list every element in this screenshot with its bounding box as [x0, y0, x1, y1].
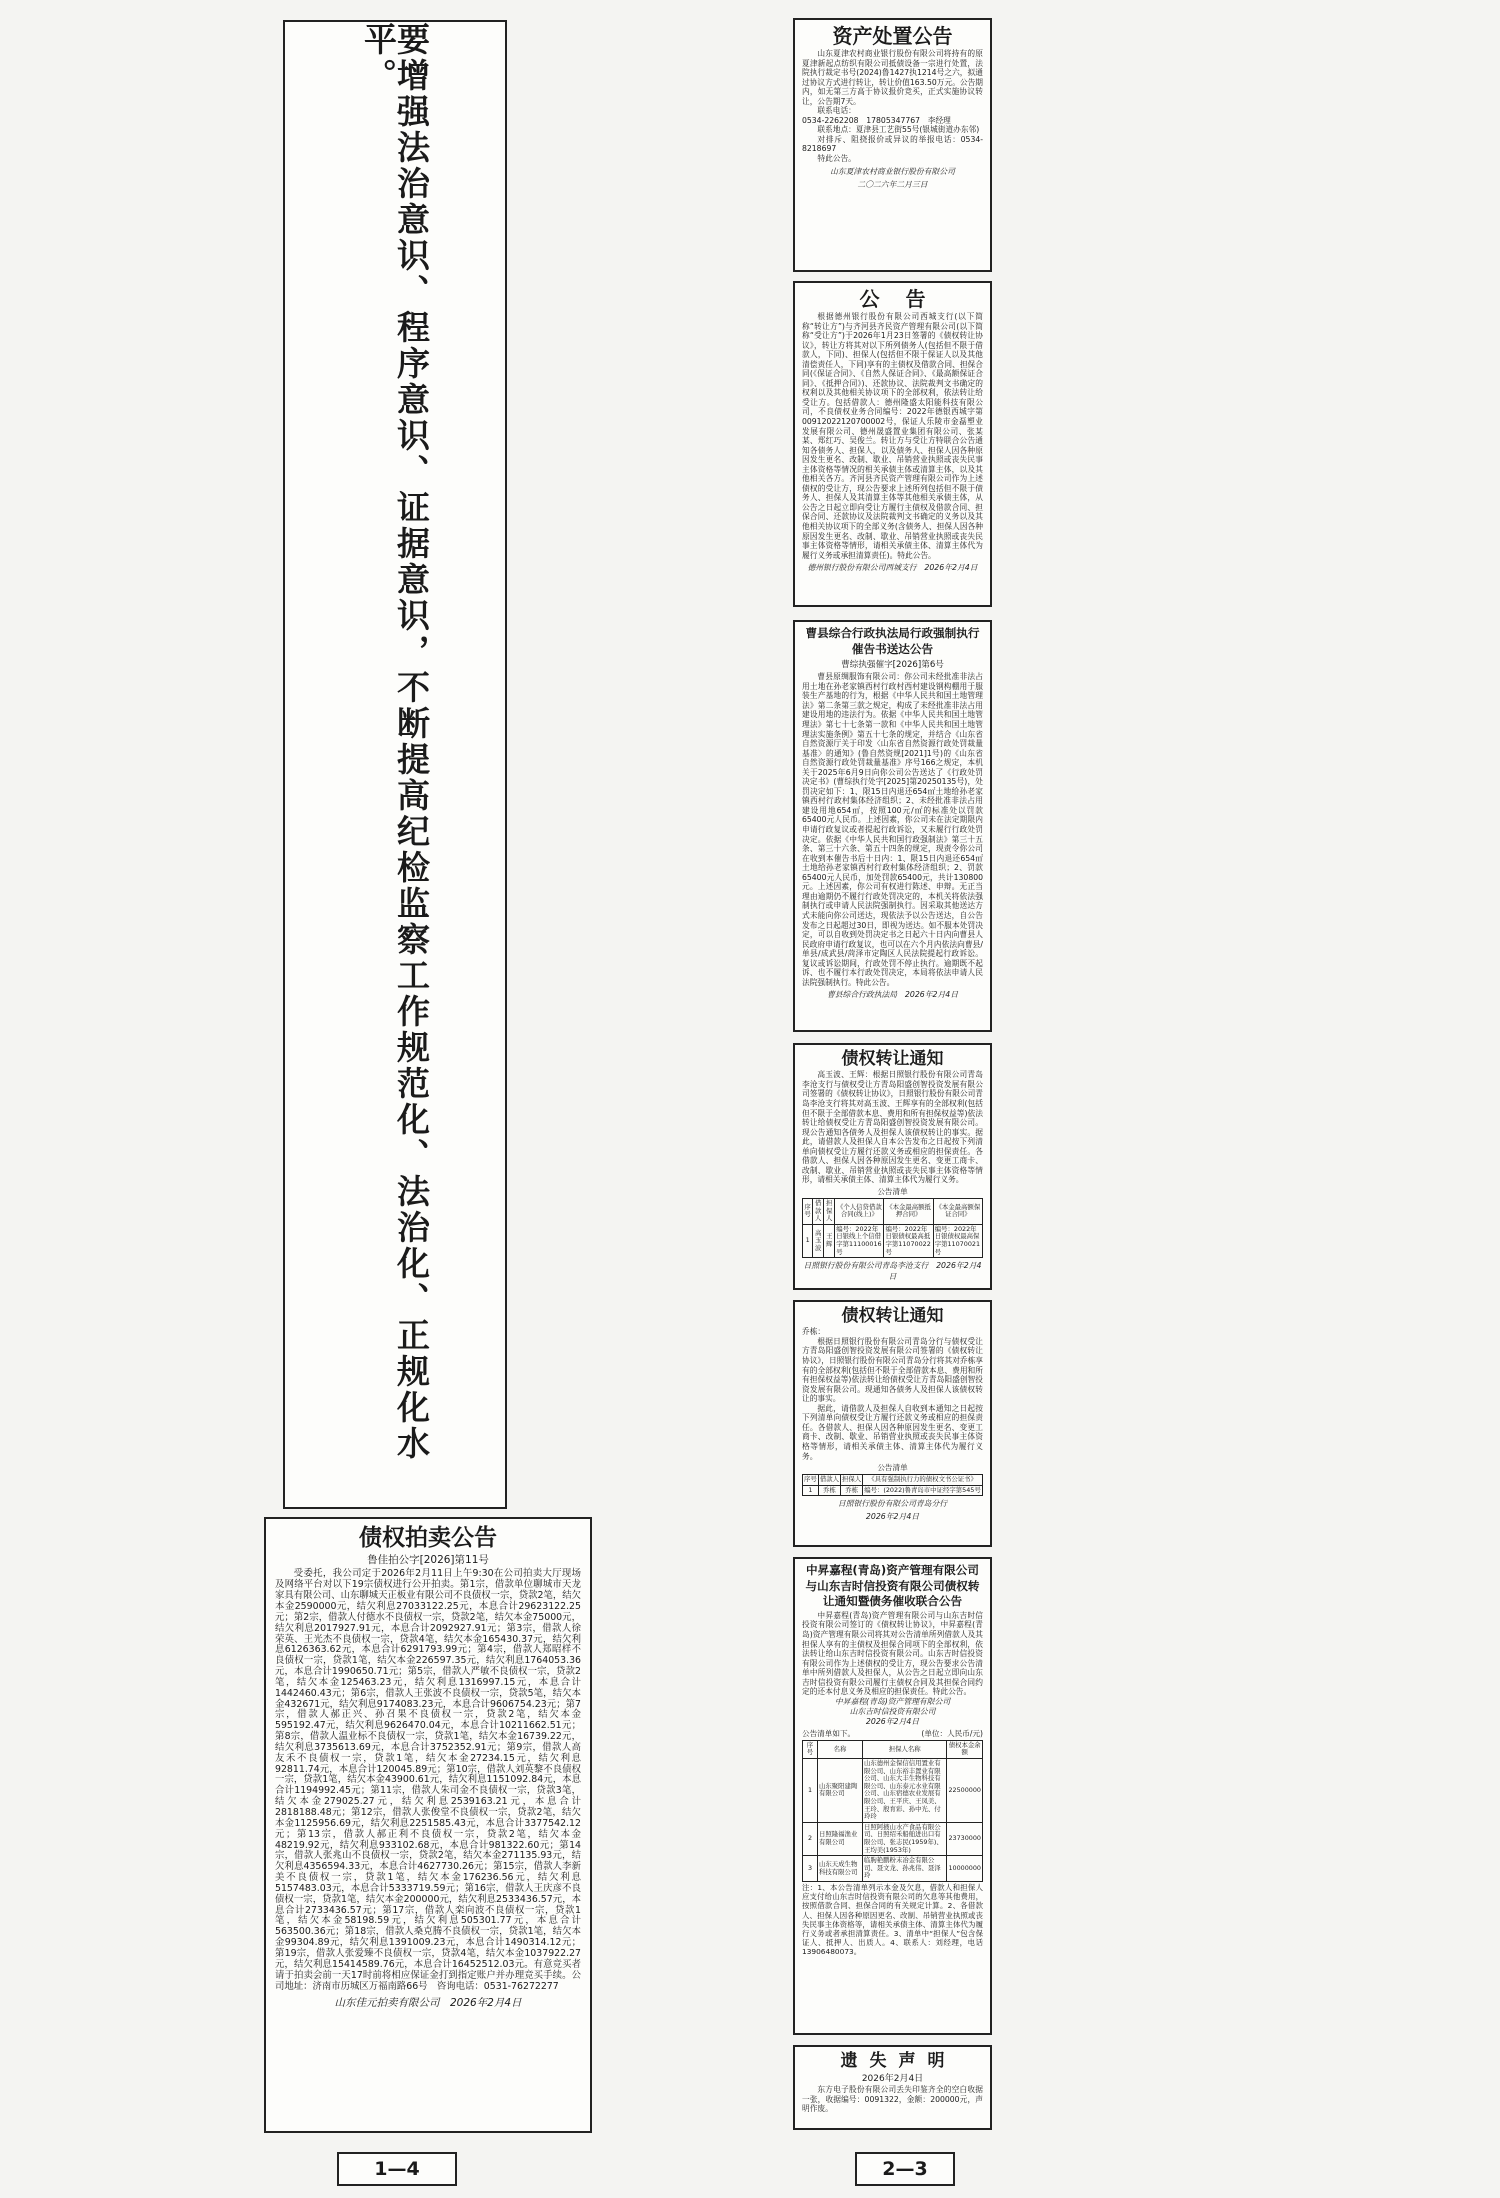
- debt-transfer-2-salutation: 乔栋：: [802, 1327, 826, 1337]
- auction-doc-no: 鲁佳拍公字[2026]第11号: [367, 1554, 489, 1567]
- column-header: 《个人信贷借款合同(线上)》: [835, 1198, 884, 1224]
- page-number-left: 1—4: [337, 2152, 457, 2186]
- debt-transfer-1-body: 高玉波、王辉：根据日照银行股份有限公司青岛李沧支行与债权受让方青岛阳盛创智投资发展有限公司签署的《债权转让协议》，日照银行股份有限公司青岛李沧支行将其对高玉波、王辉享有的全部权利(包括但不限于全部借款本息、费用和所有担保权益等)依法转让给债权受让方青岛阳盛创智投资发展有限公司。现公告通知各债务人及担保人该债权转让的事实。据此，请借款人及担保人自本公告发布之日起按下列清单向债权受让方履行还款义务或相应的担保责任。各借款人、担保人因各种原因发生更名、变更工商卡、改制、歇业、吊销营业执照或丧失民事主体资格等情形，请相关承债主体、清算主体代为履行义务。: [802, 1070, 983, 1185]
- column-header: 担保人: [841, 1475, 863, 1486]
- asset-paragraph: 山东夏津农村商业银行股份有限公司将持有的原夏津新起点纺织有限公司抵债设备一宗进行处置，法院执行裁定书号(2024)鲁1427执1214号之六，拟通过协议方式进行转让，转让价值163.50万元。公告期内，如无第三方高于协议报价竞买，正式实施协议转让，公告期7天。: [802, 49, 983, 106]
- asset-report-phone: 对排斥、阻挠报价或异议的举报电话：0534-8218697: [802, 134, 983, 154]
- column-header: 《具有强制执行力的债权文书公证书》: [863, 1475, 983, 1486]
- column-header: 《本金最高额保证合同》: [933, 1198, 982, 1224]
- cell-guarantors: 山东德州金保信信用置业有限公司、山东裕丰置业有限公司、山东大丰生物科技有限公司、山东泰元水业有限公司、山东宿德农业发展有限公司、王平庆、王凤美、王玲、殷育彩、孙中光、付玲玲: [863, 1759, 947, 1823]
- joint-announcement-box: [793, 1557, 992, 2035]
- table-row: [803, 1822, 983, 1855]
- cell-debtor-name: 山东天成生物科技有限公司: [818, 1856, 863, 1882]
- auction-title: 债权拍卖公告: [359, 1525, 497, 1551]
- debt-transfer-1-title: 债权转让通知: [841, 1049, 944, 1069]
- cell-guarantor: 乔栋: [841, 1485, 863, 1496]
- debt-transfer-2-paragraph-1: 根据日照银行股份有限公司青岛分行与债权受让方青岛阳盛创智投资发展有限公司签署的《债权转让协议》，日照银行股份有限公司青岛分行将其对乔栋享有的全部权利(包括但不限于全部借款本息、费用和所有担保权益等)依法转让给债权受让方青岛阳盛创智投资发展有限公司。现通知各债务人及担保人该债权转让的事实。: [802, 1336, 983, 1404]
- debt-transfer-2-signer: 日照银行股份有限公司青岛分行: [837, 1499, 948, 1509]
- column-header: 序号: [803, 1475, 819, 1486]
- column-header: 债权本金余额: [947, 1740, 983, 1758]
- debt-transfer-2-paragraph-2: 据此，请借款人及担保人自收到本通知之日起按下列清单向债权受让方履行还款义务或相应的担保责任。各借款人、担保人因各种原因发生更名、变更工商卡、改制、歇业、吊销营业执照或丧失民事主体资格等情形，请相关承债主体、清算主体代为履行义务。: [802, 1403, 983, 1461]
- debt-transfer-2-title: 债权转让通知: [841, 1306, 944, 1326]
- enforcement-doc-no: 曹综执强催字[2026]第6号: [841, 660, 944, 671]
- joint-list-intro: 公告清单如下。: [802, 1728, 856, 1738]
- asset-signer: 山东夏津农村商业银行股份有限公司: [830, 166, 955, 176]
- cell-guarantors: 临朐艳鹏粉末冶金有限公司、聂文龙、孙兆伟、聂泽玲: [863, 1856, 947, 1882]
- bank-announcement-footer: 德州银行股份有限公司西城支行 2026年2月4日: [807, 563, 978, 573]
- asset-disposal-box: [793, 18, 992, 272]
- bank-announcement-title: 公告: [859, 287, 952, 311]
- cell-debtor-name: 山东聚阳建陶有限公司: [818, 1759, 863, 1823]
- asset-phone: 0534-2262208 17805347767 李经理: [802, 115, 951, 125]
- cell-principal: 23730000: [947, 1822, 983, 1855]
- asset-address: 联系地点：夏津县工艺街55号(银城街道办东邻): [817, 125, 980, 135]
- cell-seq: 1: [803, 1224, 813, 1257]
- slogan-text: 要增强法治意识、程序意识、证据意识，不断提高纪检监察工作规范化、法治化、正规化水平。: [359, 22, 431, 1462]
- bank-announcement-body: 根据德州银行股份有限公司西城支行(以下简称“转让方”)与齐河县齐民资产管理有限公司(以下简称“受让方”)于2026年1月23日签署的《债权转让协议》，转让方将其对以下所列债务人(包括但不限于借款人，下同)、担保人(包括但不限于保证人以及其他清偿责任人，下同)享有的主债权及借款合同、担保合同(《保证合同》、《自然人保证合同》、《最高额保证合同》、《抵押合同》)、还款协议、法院裁判文书确定的权利以及其他相关协议项下的全部权利，依法转让给受让方。包括借款人：德州隆盛太阳能科技有限公司，不良债权业务合同编号：2022年德银西城字第00912022120700002号，保证人乐陵市金磊塑业发展有限公司、德州晟盛置业集团有限公司、张某某、郑红巧、吴俊兰。转让方与受让方特联合公告通知各债务人、担保人，以及债务人、担保人因各种原因发生更名、改制、歇业、吊销营业执照或丧失民事主体资格等情况的相关承债主体或清算主体，以及其他相关各方。齐河县齐民资产管理有限公司作为上述债权的受让方，现公告要求上述所列包括但不限于债务人、担保人及其清算主体等其他相关承债主体，从公告之日起立即向受让方履行主债权及借款合同、担保合同、还款协议及法院裁判文书确定的义务以及其他相关协议项下的全部义务(含债务人、担保人因各种原因发生更名、改制、歇业、吊销营业执照或丧失民事主体资格等情形，请相关承债主体、清算主体代为履行义务或承担清算责任)。特此公告。: [802, 312, 983, 560]
- table-row: [803, 1759, 983, 1823]
- auction-notice-box: [264, 1517, 592, 2133]
- debt-transfer-1-table-caption: 公告清单: [877, 1186, 908, 1196]
- joint-signer-1: 中昇嘉程(青岛)资产管理有限公司: [834, 1696, 951, 1706]
- debt-transfer-1-table: [802, 1198, 983, 1258]
- debt-transfer-notice-2-box: [793, 1300, 992, 1547]
- cell-borrower: 乔栋: [818, 1485, 840, 1496]
- enforcement-footer: 曹县综合行政执法局 2026年2月4日: [826, 990, 959, 1000]
- cell-principal: 22500000: [947, 1759, 983, 1823]
- column-header: 序号: [803, 1198, 813, 1224]
- cell-principal: 10000000: [947, 1856, 983, 1882]
- cell-guarantor: 王辉: [824, 1224, 835, 1257]
- slogan-box: [283, 20, 507, 1509]
- joint-title: 中昇嘉程(青岛)资产管理有限公司与山东吉时信投资有限公司债权转让通知暨债务催收联合公告: [805, 1563, 980, 1609]
- bank-announcement-box: [793, 281, 992, 607]
- cell-debtor-name: 日照隆福渔业有限公司: [818, 1822, 863, 1855]
- debt-transfer-2-date: 2026年2月4日: [865, 1512, 920, 1522]
- cell-borrower: 高玉波: [813, 1224, 824, 1257]
- column-header: 担保人名称: [863, 1740, 947, 1758]
- enforcement-title: 曹县综合行政执法局行政强制执行催告书送达公告: [805, 626, 980, 656]
- lost-date: 2026年2月4日: [861, 2074, 924, 2085]
- joint-signer-2: 山东吉时信投资有限公司: [849, 1706, 936, 1716]
- page-number-right: 2—3: [855, 2152, 955, 2186]
- debt-transfer-1-footer: 日照银行股份有限公司青岛李沧支行 2026年2月4日: [803, 1261, 982, 1282]
- cell-guarantors: 日照阿掖山水产食品有限公司、日照绍禾船舶进出口有限公司、张志民(1959年)、王均美(1953年): [863, 1822, 947, 1855]
- asset-closing: 特此公告。: [817, 154, 856, 164]
- cell-contract-2: 编号：2022年日银债权最高抵字第11070022号: [884, 1224, 933, 1257]
- debt-transfer-2-table: [802, 1474, 983, 1496]
- debt-transfer-notice-1-box: [793, 1043, 992, 1290]
- debt-transfer-2-table-caption: 公告清单: [877, 1463, 908, 1473]
- joint-body: 中昇嘉程(青岛)资产管理有限公司与山东吉时信投资有限公司签订的《债权转让协议》，中昇嘉程(青岛)资产管理有限公司将其对公告清单所列借款人及其担保人享有的主债权及担保合同项下的全部权利，依法转让给山东吉时信投资有限公司。山东吉时信投资有限公司作为上述债权的受让方，现公告要求公告清单中所列借款人及担保人，从公告之日起立即向山东吉时信投资有限公司履行主债权合同及其担保合同约定的还本付息义务及相应的担保责任。特此公告。: [802, 1610, 983, 1697]
- column-header: 担保人: [824, 1198, 835, 1224]
- enforcement-body: 曹县原绸服饰有限公司：你公司未经批准非法占用土地在孙老家镇西村行政村西村建设钢构棚用于服装生产基地的行为，根据《中华人民共和国土地管理法》第二条第三款之规定，构成了未经批准非法占用建设用地的违法行为。依据《中华人民共和国土地管理法》第七十七条第一款和《中华人民共和国土地管理法实施条例》第五十七条的规定，并结合《山东省自然资源厅关于印发〈山东省自然资源行政处罚裁量基准〉的通知》(鲁自然资规[2021]1号)的《山东省自然资源行政处罚裁量基准》序号166之规定，本机关于2025年6月9日向你公司公告送达了《行政处罚决定书》(曹综执行处字[2025]第20250135号)，处罚决定如下：1、限15日内退还654㎡土地给孙老家镇西村行政村集体经济组织；2、未经批准非法占用建设用地654㎡，按照100元/㎡的标准处以罚款65400元人民币。上述因素，你公司未在法定期限内申请行政复议或者提起行政诉讼，又未履行行政处罚决定。依据《中华人民共和国行政强制法》第三十五条、第三十六条、第五十四条的规定，现责令你公司在收到本催告书后十日内：1、限15日内退还654㎡土地给孙老家镇西村行政村集体经济组织；2、罚款65400元人民币，加处罚款65400元，共计130800元。上述因素，你公司有权进行陈述、申辩。无正当理由逾期仍不履行行政处罚决定的，本机关将依法强制执行或申请人民法院强制执行。因采取其他送达方式未能向你公司送达，现依法予以公告送达，自公告发布之日起超过30日，即视为送达。如不服本处罚决定，可以自收到处罚决定书之日起六十日内向曹县人民政府申请行政复议，也可以在六个月内依法向曹县/单县/成武县/菏泽市定陶区人民法院提起行政诉讼。复议或诉讼期间，行政处罚不停止执行。逾期既不起诉、也不履行本行政处罚决定，本局将依法申请人民法院强制执行。特此公告。: [802, 672, 983, 987]
- column-header: 《本金最高额抵押合同》: [884, 1198, 933, 1224]
- cell-notary-doc: 编号：(2022)鲁青岛市中证经字第545号: [863, 1485, 983, 1496]
- auction-signature: 山东佳元拍卖有限公司 2026年2月4日: [334, 1997, 522, 2010]
- joint-table: [802, 1740, 983, 1882]
- asset-date: 二〇二六年二月三日: [857, 179, 928, 189]
- cell-seq: 3: [803, 1856, 818, 1882]
- lost-declaration-box: [793, 2045, 992, 2130]
- cell-seq: 1: [803, 1759, 818, 1823]
- column-header: 借款人: [813, 1198, 824, 1224]
- enforcement-notice-box: [793, 620, 992, 1032]
- table-row: [803, 1224, 983, 1257]
- lost-body: 东方电子股份有限公司丢失印鉴齐全的空白收据一张，收据编号：0091322，金额：200000元，声明作废。: [802, 2085, 983, 2114]
- table-row: [803, 1856, 983, 1882]
- column-header: 借款人: [818, 1475, 840, 1486]
- cell-seq: 1: [803, 1485, 819, 1496]
- cell-contract-3: 编号：2022年日银债权最高保字第11070021号: [933, 1224, 982, 1257]
- column-header: 序号: [803, 1740, 818, 1758]
- joint-date: 2026年2月4日: [865, 1716, 920, 1726]
- asset-title: 资产处置公告: [832, 24, 953, 48]
- auction-body: 受委托，我公司定于2026年2月11日上午9:30在公司拍卖大厅现场及网络平台对以下19宗债权进行公开拍卖。第1宗，借款单位聊城市天龙家具有限公司、山东聊城天正板业有限公司不良债权一宗，贷款2笔，结欠本金2590000元，结欠利息27033122.25元，本息合计29623122.25元；第2宗，借款人付德水不良债权一宗，贷款2笔，结欠本金75000元，结欠利息2017927.91元，本息合计2092927.91元；第3宗，借款人徐荣英、王光杰不良债权一宗，贷款4笔，结欠本金165430.37元，结欠利息6126363.62元，本息合计6291793.99元；第4宗，借款人郑昭样不良债权一宗，贷款1笔，结欠本金226597.35元，结欠利息1764053.36元，本息合计1990650.71元；第5宗，借款人严敏不良债权一宗，贷款2笔，结欠本金125463.23元，结欠利息1316997.15元，本息合计1442460.43元；第6宗，借款人王张波不良债权一宗，贷款5笔，结欠本金432671元，结欠利息9174083.23元，本息合计9606754.23元；第7宗，借款人郝正兴、孙召果不良债权一宗，贷款2笔，结欠本金595192.47元，结欠利息9626470.04元，本息合计10211662.51元；第8宗，借款人温业标不良债权一宗，贷款1笔，结欠本金16739.22元，结欠利息3735613.69元，本息合计3752352.91元；第9宗，借款人高友禾不良债权一宗，贷款1笔，结欠本金27234.15元，结欠利息92811.74元，本息合计120045.89元；第10宗，借款人刘英黎不良债权一宗，贷款1笔，结欠本金43900.61元，结欠利息1151092.84元，本息合计1194992.45元；第11宗，借款人朱司金不良债权一宗，贷款3笔，结欠本金279025.27元，结欠利息2539163.21元，本息合计2818188.48元；第12宗，借款人张俊堂不良债权一宗，贷款2笔，结欠本金1125956.69元，结欠利息2251585.43元，本息合计3377542.12元；第13宗，借款人郝正利不良债权一宗，贷款2笔，结欠本金48219.92元，结欠利息933102.68元，本息合计981322.60元；第14宗，借款人张兆山不良债权一宗，贷款2笔，结欠本金271135.93元，结欠利息4356594.33元，本息合计4627730.26元；第15宗，借款人李新美不良债权一宗，贷款1笔，结欠本金176236.56元，结欠利息5157483.03元，本息合计5333719.59元；第16宗，借款人王庆彦不良债权一宗，贷款1笔，结欠本金200000元，结欠利息2533436.57元，本息合计2733436.57元；第17宗，借款人栾向波不良债权一宗，贷款1笔，结欠本金58198.59元，结欠利息505301.77元，本息合计563500.36元；第18宗，借款人桑克腾不良债权一宗，贷款1笔，结欠本金99304.89元，结欠利息1391009.23元，本息合计1490314.12元；第19宗，借款人张爱臻不良债权一宗，贷款4笔，结欠本金1037922.27元，结欠利息15414589.76元，本息合计16452512.03元。有意竞买者请于拍卖会前一天17时前将相应保证金打到指定账户并办理竞买手续。公司地址：济南市历城区万福南路66号 咨询电话：0531-76272277: [275, 1568, 581, 1992]
- joint-note: 注：1、本公告清单列示本金及欠息，借款人和担保人应支付给山东吉时信投资有限公司的欠息等其他费用，按照借款合同、担保合同的有关规定计算。2、各借款人、担保人因各种原因更名、改制、吊销营业执照或丧失民事主体资格等，请相关承债主体、清算主体代为履行义务或者承担清算责任。3、清单中“担保人”包含保证人、抵押人、出质人。4、联系人：刘经理，电话13906480073。: [802, 1882, 983, 1957]
- column-header: 名称: [818, 1740, 863, 1758]
- table-row: [803, 1485, 983, 1496]
- asset-phone-label: 联系电话：: [817, 106, 856, 116]
- joint-list-unit: (单位：人民币/元): [921, 1728, 983, 1738]
- cell-contract-1: 编号：2022年日银线上个信借字第11100016号: [835, 1224, 884, 1257]
- lost-title: 遗失声明: [840, 2051, 957, 2071]
- cell-seq: 2: [803, 1822, 818, 1855]
